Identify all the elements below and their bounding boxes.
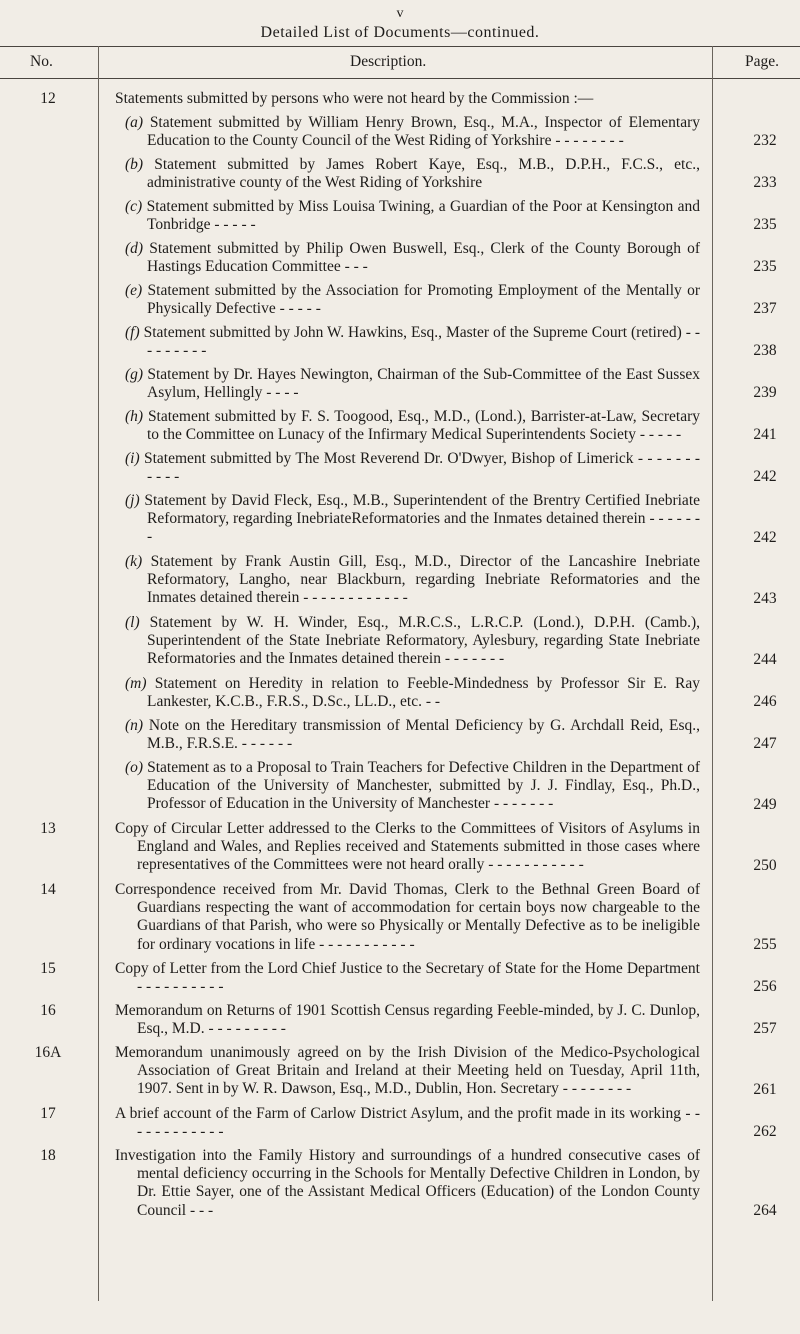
column-header-no: No.: [30, 53, 53, 70]
entry-text: Investigation into the Family History and surroundings of a hundred consecutive cases of mental deficiency occurring in the Schools for Mentally Defective Children in London, by Dr. Ettie Sayer, one of the Assistant Medical Officers (Education) of the London County Council - - -: [115, 1147, 700, 1219]
entry-number: 13: [40, 820, 56, 837]
sub-entry: [125, 675, 700, 711]
page-number: v: [396, 6, 404, 21]
page-header: [0, 6, 800, 43]
entry-description: [115, 960, 700, 996]
page-reference: 249: [753, 795, 777, 813]
entry-text: Statement submitted by F. S. Toogood, Esq., M.D., (Lond.), Barrister-at-Law, Secretary to the Committee on Lunacy of the Infirmary Medical Superintendents Society - - - - -: [147, 408, 701, 444]
page-reference: 242: [753, 528, 777, 546]
entry-label: (g): [125, 366, 144, 383]
entry-number: 12: [40, 90, 56, 107]
entry-number: 14: [40, 881, 56, 898]
column-divider-left: [98, 46, 99, 1301]
page-reference: 262: [753, 1122, 777, 1140]
page-reference: 235: [753, 215, 777, 233]
page-reference: 243: [753, 589, 777, 607]
entry-text: Copy of Letter from the Lord Chief Justice to the Secretary of State for the Home Department - - - - - - - - - -: [115, 960, 700, 996]
entry-number: 16: [40, 1002, 56, 1019]
sub-entry: [125, 240, 700, 276]
running-title: Detailed List of Documents—continued.: [260, 24, 540, 41]
page-reference: 246: [753, 692, 777, 710]
entry-label: (d): [125, 240, 144, 257]
entry-heading: [115, 90, 700, 108]
entry-text: Statement on Heredity in relation to Feeble-Mindedness by Professor Sir E. Ray Lankester, K.C.B., F.R.S., D.Sc., LL.D., etc. - -: [147, 675, 701, 711]
entry-label: (a): [125, 114, 144, 131]
page-reference: 241: [753, 425, 777, 443]
sub-entry: [125, 198, 700, 234]
entry-description: [115, 1147, 700, 1220]
page-reference: 256: [753, 977, 777, 995]
column-divider-right: [712, 46, 713, 1301]
sub-entry: [125, 759, 700, 814]
entry-number: 16A: [34, 1044, 62, 1061]
page-reference: 247: [753, 734, 777, 752]
entry-label: (l): [125, 614, 140, 631]
entry-label: (m): [125, 675, 147, 692]
entry-text: A brief account of the Farm of Carlow District Asylum, and the profit made in its working - - - - - - - - - - - -: [115, 1105, 700, 1141]
entry-text: Statement by David Fleck, Esq., M.B., Superintendent of the Brentry Certified Inebriate Reformatory, regarding InebriateReformatories and the Inmates detained therein - - - - - - -: [144, 492, 701, 546]
sub-entry: [125, 366, 700, 402]
sub-entry: [125, 324, 700, 360]
page-reference: 242: [753, 467, 777, 485]
page-reference: 257: [753, 1019, 777, 1037]
sub-entry: [125, 114, 700, 150]
entry-text: Statement submitted by the Association for Promoting Employment of the Mentally or Physically Defective - - - - -: [147, 282, 701, 318]
entry-text: Statement submitted by The Most Reverend Dr. O'Dwyer, Bishop of Limerick - - - - - - - - - - -: [143, 450, 700, 486]
entry-text: Memorandum unanimously agreed on by the Irish Division of the Medico-Psychological Association of Great Britain and Ireland at their Meeting held on Tuesday, April 11th, 1907. Sent in by W. R. Dawson, Esq., M.D., Dublin, Hon. Secretary - - - - - - - -: [115, 1044, 700, 1098]
entry-label: (b): [125, 156, 144, 173]
entry-text: Statement submitted by John W. Hawkins, Esq., Master of the Supreme Court (retired) - - - - - - - - -: [143, 324, 700, 360]
entry-label: (h): [125, 408, 144, 425]
entry-text: Copy of Circular Letter addressed to the Clerks to the Committees of Visitors of Asylums in England and Wales, and Replies received and Statements submitted in those cases where representatives of the Committees were not heard orally - - - - - - - - - - -: [115, 820, 700, 874]
entry-label: (k): [125, 553, 143, 570]
sub-entry: [125, 717, 700, 753]
column-header-description: Description.: [350, 53, 427, 70]
page-reference: 244: [753, 650, 777, 668]
sub-entry: [125, 614, 700, 669]
entry-text: Statement submitted by Miss Louisa Twining, a Guardian of the Poor at Kensington and Tonbridge - - - - -: [146, 198, 701, 234]
sub-entry: [125, 450, 700, 486]
entry-label: (i): [125, 450, 140, 467]
entry-text: Statement by Dr. Hayes Newington, Chairman of the Sub-Committee of the East Sussex Asylum, Hellingly - - - -: [147, 366, 700, 402]
entry-number: 17: [40, 1105, 56, 1122]
column-header-page: Page.: [745, 53, 780, 70]
header-bottom-rule: [0, 78, 800, 79]
page-reference: 233: [753, 173, 777, 191]
entry-label: (f): [125, 324, 140, 341]
table-top-rule: [0, 46, 800, 47]
page-reference: 250: [753, 856, 777, 874]
page-reference: 232: [753, 131, 777, 149]
entry-description: [115, 1044, 700, 1099]
page-reference: 235: [753, 257, 777, 275]
sub-entry: [125, 156, 700, 192]
entry-label: (c): [125, 198, 143, 215]
page-reference: 237: [753, 299, 777, 317]
entry-description: [115, 881, 700, 954]
page-reference: 264: [753, 1201, 777, 1219]
entry-number: 18: [40, 1147, 56, 1164]
entry-label: (e): [125, 282, 143, 299]
sub-entry: [125, 492, 700, 547]
entry-text: Statement by Frank Austin Gill, Esq., M.D., Director of the Lancashire Inebriate Reformatory, Langho, near Blackburn, regarding Inebriate Reformatories and the Inmates detained therein - - - - - - - - - - - -: [147, 553, 700, 607]
entry-label: (o): [125, 759, 144, 776]
sub-entry: [125, 553, 700, 608]
page-reference: 255: [753, 935, 777, 953]
entry-description: [115, 820, 700, 875]
entry-label: (j): [125, 492, 140, 509]
entry-number: 15: [40, 960, 56, 977]
page-reference: 261: [753, 1080, 777, 1098]
entry-text: Correspondence received from Mr. David Thomas, Clerk to the Bethnal Green Board of Guardians respecting the want of accommodation for certain boys now chargeable to the Guardians of that Parish, who were so Physically or Mentally Defective as to be ineligible for ordinary vocations in life - - - - - - - - - - -: [115, 881, 700, 953]
page-reference: 238: [753, 341, 777, 359]
sub-entry: [125, 282, 700, 318]
entry-description: [115, 1105, 700, 1141]
entry-text: Memorandum on Returns of 1901 Scottish Census regarding Feeble-minded, by J. C. Dunlop, Esq., M.D. - - - - - - - - -: [115, 1002, 700, 1038]
entry-description: [115, 1002, 700, 1038]
entry-text: Statements submitted by persons who were not heard by the Commission :—: [115, 90, 594, 107]
entry-text: Statement by W. H. Winder, Esq., M.R.C.S., L.R.C.P. (Lond.), D.P.H. (Camb.), Superintendent of the State Inebriate Reformatory, Aylesbury, regarding State Inebriate Reformatories and the Inmates detained therein - - - - - - -: [147, 614, 701, 668]
sub-entry: [125, 408, 700, 444]
entry-text: Statement as to a Proposal to Train Teachers for Defective Children in the Department of Education of the University of Manchester, submitted by J. J. Findlay, Esq., Ph.D., Professor of Education in the University of Manchester - - - - - - -: [147, 759, 700, 813]
entry-label: (n): [125, 717, 144, 734]
page-reference: 239: [753, 383, 777, 401]
entry-text: Statement submitted by Philip Owen Buswell, Esq., Clerk of the County Borough of Hastings Education Committee - - -: [147, 240, 701, 276]
entry-text: Note on the Hereditary transmission of Mental Deficiency by G. Archdall Reid, Esq., M.B., F.R.S.E. - - - - - -: [147, 717, 701, 753]
entry-text: Statement submitted by William Henry Brown, Esq., M.A., Inspector of Elementary Education to the County Council of the West Riding of Yorkshire - - - - - - - -: [147, 114, 701, 150]
entry-text: Statement submitted by James Robert Kaye, Esq., M.B., D.P.H., F.C.S., etc., administrative county of the West Riding of Yorkshire: [147, 156, 700, 192]
